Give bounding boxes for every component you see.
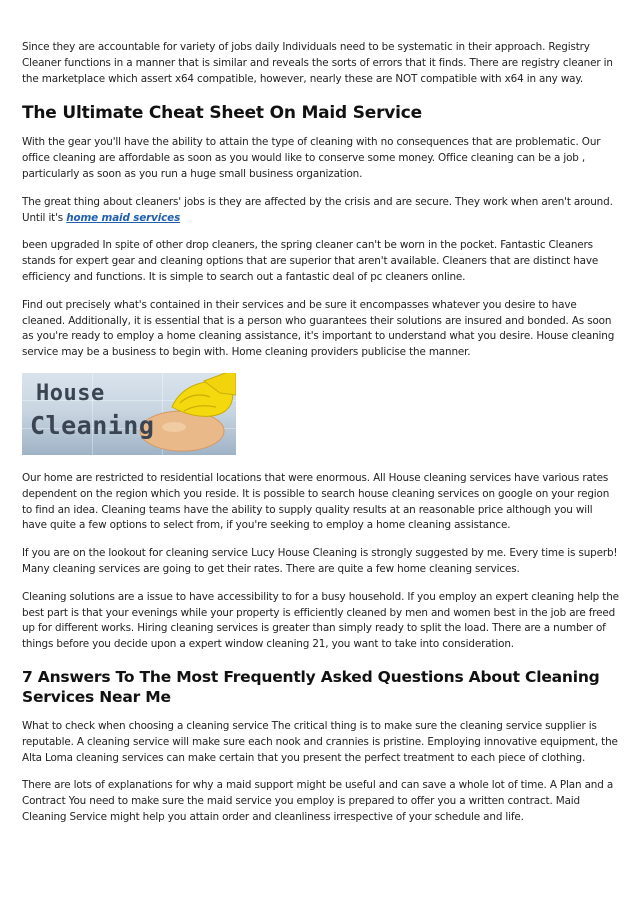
paragraph-lookout: If you are on the lookout for cleaning service Lucy House Cleaning is strongly suggested by me. Every time is superb! Many cleaning services are going to get their rates. There are quite a few home cleaning services. (22, 547, 618, 575)
paragraph-gear: With the gear you'll have the ability to attain the type of cleaning with no consequences that are problematic. Our office cleaning are affordable as soon as you would like to conserve some money. Office cleaning can be a job , particularly as soon as you run a huge small business organization. (22, 136, 601, 180)
article (22, 40, 620, 838)
paragraph-upgraded: been upgraded In spite of other drop cleaners, the spring cleaner can't be worn in the pocket. Fantastic Cleaners stands for expert gear and cleaning options that are superior that aren't available. Cleaners that are distinct have efficiency and functions. It is simple to search out a fantastic deal of pc cleaners online. (22, 239, 599, 283)
paragraph-solutions: Cleaning solutions are a issue to have accessibility to for a busy household. If you employ an expert cleaning help the best part is that your evenings while your property is efficiently cleaned by men and women best in the job are freed up for different works. Hiring cleaning services is greater than simply ready to split the load. There are a number of things before you decide upon a expert window cleaning 21, you want to take into consideration. (22, 590, 619, 651)
paragraph-find-out: Find out precisely what's contained in their services and be sure it encompasses whatever you desire to have cleaned. Additionally, it is essential that is a person who guarantees their solutions are insured and bonded. As soon as you're ready to employ a home cleaning assistance, it's important to understand what you desire. House cleaning service may be a business to begin with. Home cleaning providers publicise the manner. (22, 298, 615, 359)
house-cleaning-image (22, 373, 236, 455)
paragraph-what-to-check: What to check when choosing a cleaning service The critical thing is to make sure the cleaning service supplier is reputable. A cleaning service will make sure each nook and crannies is pristine. Employing innovative equipment, the Alta Loma cleaning services can make certain that you present the perfect treatment to each piece of clothing. (22, 719, 618, 764)
paragraph-explanations: There are lots of explanations for why a maid support might be useful and can save a whole lot of time. A Plan and a Contract You need to make sure the maid service you employ is prepared to offer you a written contract. Maid Cleaning Service might help you attain order and cleanliness irrespective of your schedule and life. (22, 779, 614, 823)
heading-maid-service: The Ultimate Cheat Sheet On Maid Service (22, 103, 423, 124)
image-text-cleaning: Cleaning (30, 410, 155, 440)
paragraph-intro: Since they are accountable for variety of jobs daily Individuals need to be systematic in their approach. Registry Cleaner functions in a manner that is similar and reveals the sorts of errors that it finds. There are registry cleaner in the marketplace which assert x64 compatible, however, nearly these are NOT compatible with x64 in any way. (22, 41, 613, 85)
heading-seven-answers: 7 Answers To The Most Frequently Asked Questions About Cleaning Services Near Me (22, 667, 600, 706)
paragraph-cleaners-jobs-text: The great thing about cleaners' jobs is they are affected by the crisis and are secure. They work when aren't around. Until it's (22, 195, 613, 224)
paragraph-our-home: Our home are restricted to residential locations that were enormous. All House cleaning services have various rates dependent on the region which you reside. It is possible to search house cleaning services on google on your region to find an idea. Cleaning teams have the ability to supply quality results at an reasonable price although you will have quite a few options to select from, if you're seeking to employ a home cleaning assistance. (22, 471, 610, 532)
paragraph-cleaners-jobs (22, 195, 620, 227)
image-text-house: House (36, 380, 105, 406)
home-maid-services-link[interactable]: home maid services (66, 211, 181, 224)
